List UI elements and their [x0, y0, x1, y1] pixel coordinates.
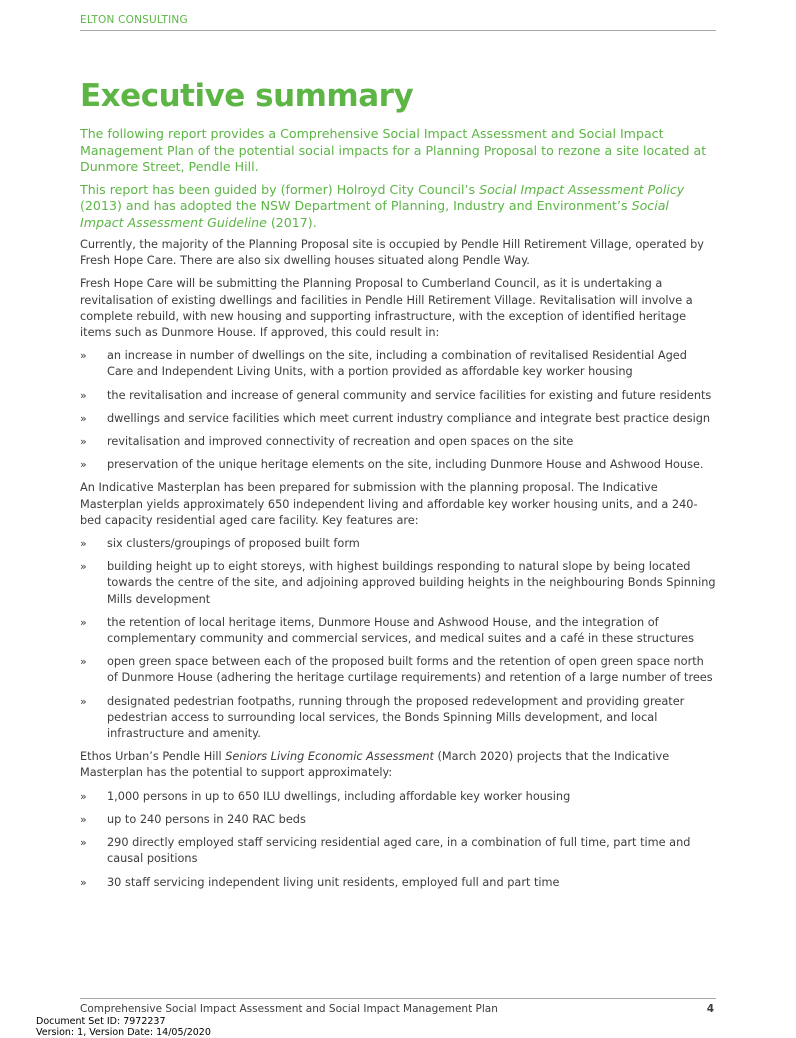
bullet-marker: »: [80, 654, 94, 670]
bullet-marker: »: [80, 348, 94, 364]
running-header: [80, 14, 716, 31]
list-item: » revitalisation and improved connectivity of recreation and open spaces on the site: [80, 434, 716, 450]
bullet-marker: »: [80, 694, 94, 710]
lead-paragraph-1: The following report provides a Comprehensive Social Impact Assessment and Social Impact Management Plan of the potential social impacts for a Planning Proposal to rezone a site located at Dunmore Street, Pendle Hill.: [80, 126, 716, 176]
bullet-marker: »: [80, 875, 94, 891]
bullet-marker: »: [80, 559, 94, 575]
list-item: » 30 staff servicing independent living unit residents, employed full and part time: [80, 875, 716, 891]
bullet-marker: »: [80, 536, 94, 552]
running-footer: [80, 998, 716, 1015]
page-title: Executive summary: [80, 78, 716, 114]
list-item: » 1,000 persons in up to 650 ILU dwellings, including affordable key worker housing: [80, 789, 716, 805]
list-item: » preservation of the unique heritage elements on the site, including Dunmore House and Ashwood House.: [80, 457, 716, 473]
projections-list: [80, 789, 716, 891]
list-item: » an increase in number of dwellings on the site, including a combination of revitalised Residential Aged Care and Independent Living Units, with a portion provided as affordable key worker housing: [80, 348, 716, 380]
key-features-list: [80, 536, 716, 742]
page-body: [80, 78, 716, 898]
body-paragraph-2: Fresh Hope Care will be submitting the Planning Proposal to Cumberland Council, as it is undertaking a revitalisation of existing dwellings and facilities in Pendle Hill Retirement Village. Revitalisation will involve a complete rebuild, with new housing and supporting infrastructure, with the exception of identified heritage items such as Dunmore House. If approved, this could result in:: [80, 276, 716, 341]
body-paragraph-3: An Indicative Masterplan has been prepared for submission with the planning proposal. The Indicative Masterplan yields approximately 650 independent living and affordable key worker housing units, and a 240-bed capacity residential aged care facility. Key features are:: [80, 480, 716, 529]
lead-paragraph-2: This report has been guided by (former) Holroyd City Council’s Social Impact Assessment Policy (2013) and has adopted the NSW Department of Planning, Industry and Environment’s Social Impact Assessment Guideline (2017).: [80, 182, 716, 232]
document-version: Version: 1, Version Date: 14/05/2020: [36, 1028, 211, 1038]
list-item: » open green space between each of the proposed built forms and the retention of open green space north of Dunmore House (adhering the heritage curtilage requirements) and retention of a large number of trees: [80, 654, 716, 686]
assessment-title: Seniors Living Economic Assessment: [225, 750, 434, 763]
page-number: 4: [707, 1003, 714, 1015]
body-paragraph-1: Currently, the majority of the Planning Proposal site is occupied by Pendle Hill Retirement Village, operated by Fresh Hope Care. There are also six dwelling houses situated along Pendle Way.: [80, 237, 716, 269]
list-item: » the revitalisation and increase of general community and service facilities for existing and future residents: [80, 388, 716, 404]
bullet-marker: »: [80, 812, 94, 828]
list-item: » up to 240 persons in 240 RAC beds: [80, 812, 716, 828]
bullet-marker: »: [80, 835, 94, 851]
document-set-id: Document Set ID: 7972237: [36, 1017, 211, 1028]
outcomes-list: [80, 348, 716, 473]
list-item: » dwellings and service facilities which meet current industry compliance and integrate best practice design: [80, 411, 716, 427]
list-item: » the retention of local heritage items, Dunmore House and Ashwood House, and the integration of complementary community and commercial services, and medical suites and a café in these structures: [80, 615, 716, 647]
list-item: » 290 directly employed staff servicing residential aged care, in a combination of full time, part time and causal positions: [80, 835, 716, 867]
bullet-marker: »: [80, 615, 94, 631]
bullet-marker: »: [80, 789, 94, 805]
document-stamp: [36, 1017, 211, 1038]
body-paragraph-4: Ethos Urban’s Pendle Hill Seniors Living Economic Assessment (March 2020) projects that the Indicative Masterplan has the potential to support approximately:: [80, 749, 716, 781]
list-item: » six clusters/groupings of proposed built form: [80, 536, 716, 552]
bullet-marker: »: [80, 411, 94, 427]
guideline-title: Social Impact Assessment Guideline: [80, 198, 669, 230]
company-name: ELTON CONSULTING: [80, 14, 188, 26]
footer-title: Comprehensive Social Impact Assessment and Social Impact Management Plan: [80, 1003, 498, 1015]
bullet-marker: »: [80, 457, 94, 473]
bullet-marker: »: [80, 434, 94, 450]
list-item: » designated pedestrian footpaths, running through the proposed redevelopment and providing greater pedestrian access to surrounding local services, the Bonds Spinning Mills development, and local infrastructure and amenity.: [80, 694, 716, 743]
bullet-marker: »: [80, 388, 94, 404]
list-item: » building height up to eight storeys, with highest buildings responding to natural slope by being located towards the centre of the site, and adjoining approved building heights in the neighbouring Bonds Spinning Mills development: [80, 559, 716, 608]
policy-title: Social Impact Assessment Policy: [479, 182, 684, 197]
